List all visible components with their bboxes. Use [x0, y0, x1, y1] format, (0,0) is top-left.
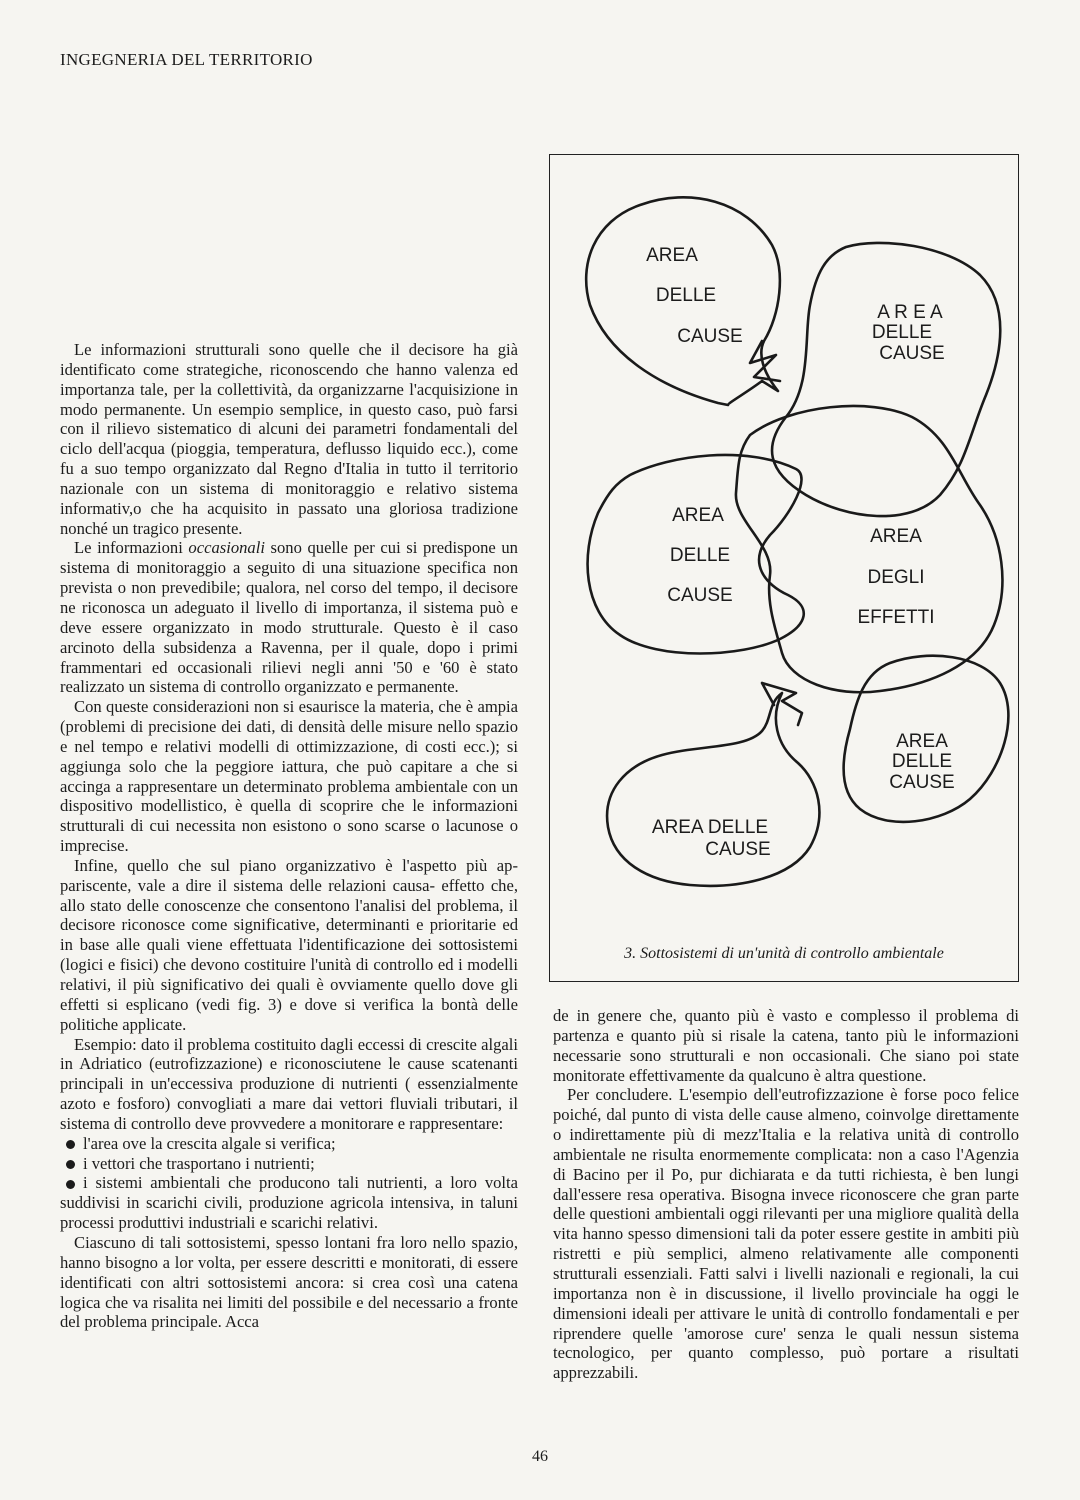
- bullet-text: l'area ove la crescita algale si verifica;: [83, 1133, 336, 1153]
- bullet-item: [60, 1154, 518, 1174]
- label-center-1: AREA: [870, 526, 922, 547]
- bullet-text: i vettori che trasportano i nutrienti;: [83, 1153, 315, 1173]
- bullet-dot-icon: [66, 1160, 75, 1169]
- text-run: sono quelle per cui si predispone un sistema di monitoraggio a seguito di una situazione specifica non prevista o non prevedibile; qualora, nel corso del tempo, il decisore ne riconosca un adeguato il livello di importanza, il sistema può e deve essere organizzato in modo strutturale. Questo è il caso arcinoto della subsidenza a Ravenna, per il quale, dopo i primi frammentari ed occasionali rilievi negli anni '50 e '60 è stato realizzato un sistema di controllo organizzato e permanente.: [60, 538, 518, 697]
- paragraph: Ciascuno di tali sottosistemi, spesso lontani fra loro nello spazio, hanno bisogno a lor volta, per essere descritti e monitorati, di essere identificati con altri sottosistemi ancora: si crea così una catena logica che va risalita nei limiti del possibile e del necessario a fronte del problema principale. Acca: [60, 1232, 518, 1332]
- paragraph: Esempio: dato il problema costituito dagli eccessi di crescite algali in Adriatico (eutrofizzazione) e riconosciutene le cause scatenanti principali in un'eccessiva produzione di nutrienti ( essenzialmente azoto e fosforo) convogliati a mare dai vettori fluviali tributari, il sistema di controllo deve provvedere a monitorare e rappresentare:: [60, 1034, 518, 1133]
- label-center-3: EFFETTI: [857, 607, 935, 628]
- bullet-item: [60, 1134, 518, 1154]
- label-top-left-2: DELLE: [655, 285, 717, 306]
- paragraph: [60, 538, 518, 697]
- paragraph: de in genere che, quanto più è vasto e complesso il problema di partenza e quanto più si risale la catena, tanto più le informazioni necessarie sono strutturali e non occasionali. Che siano poi state monitorate effettivamente da qualcuno è altra questione.: [553, 1006, 1019, 1085]
- label-mid-left-1: AREA: [672, 505, 724, 526]
- label-top-right-3: CAUSE: [879, 343, 945, 364]
- page-number: 46: [532, 1448, 548, 1465]
- label-bottom-left-1: AREA DELLE: [651, 817, 769, 838]
- label-bottom-left-2: CAUSE: [705, 839, 771, 860]
- left-text-column: [60, 340, 518, 1332]
- blob-center-outline: [736, 406, 1002, 692]
- label-top-left-1: AREA: [646, 245, 698, 266]
- bullet-dot-icon: [66, 1180, 75, 1189]
- paragraph: Per concludere. L'esempio dell'eutrofizzazione è forse poco felice poiché, dal punto di vista delle cause almeno, coinvolge direttamente o indirettamente più di mezz'Italia e la relativa unità di controllo ambientale ne risulta enormemente complicata: non a caso l'Agenzia di Bacino per il Po, pur dichiarata e da tutti richiesta, è ben lungi dall'essere resa operativa. Bisogna invece riconoscere che gran parte delle questioni ambientali oggi rilevanti per una migliore qualità della vita hanno spesso dimensioni tali da poter essere gestite in ambiti più ristretti e più semplici, almeno relativamente alle componenti strutturali essenziali. Fatti salvi i livelli nazionali e regionali, la cui importanza non è in discussione, il livello provinciale ha oggi le dimensioni ideali per attivare le unità di controllo fondamentali e per riprendere quelle 'amorose cure' senza le quali nessun sistema tecnologico, per quanto complesso, può portare a risultati apprezzabili.: [553, 1085, 1019, 1383]
- paragraph: Infine, quello che sul piano organizzativo è l'aspetto più appariscente, vale a dire il sistema delle relazioni causa- effetto che, allo stato delle conoscenze che consentono l'analisi del problema, il decisore riconosce come significative, determinanti e prioritarie ed in base alle quali viene effettuata l'identificazione dei sottosistemi (logici e fisici) che devono costituire l'unità di controllo ed i modelli relativi, il più significativo dei quali è ovviamente quello dove gli effetti si esplicano (vedi fig. 3) e dove si verifica la bontà delle politiche applicate.: [60, 855, 518, 1034]
- paragraph: Con queste considerazioni non si esaurisce la materia, che è ampia (problemi di precisione dei dati, di densità delle misure nello spazio e nel tempo e relativi modelli di ottimizzazione, di costi ecc.); si aggiunga solo che la peggiore iattura, che può capitare a che si accinga a rappresentare un determinato problema ambientale con un dispositivo modellistico, è quella di scoprire che le informazioni strutturali di cui necessita non esistono o sono scarse o lacunose o imprecise.: [60, 697, 518, 856]
- bullet-item: [60, 1173, 518, 1233]
- label-top-left-3: CAUSE: [677, 326, 743, 347]
- label-bottom-right-1: AREA: [896, 731, 948, 752]
- label-bottom-right-2: DELLE: [891, 751, 953, 772]
- label-mid-left-3: CAUSE: [667, 585, 733, 606]
- bullet-dot-icon: [66, 1140, 75, 1149]
- figure-frame: [549, 154, 1019, 982]
- running-header: INGEGNERIA DEL TERRITORIO: [60, 50, 313, 69]
- paragraph: Le informazioni strutturali sono quelle che il decisore ha già identificato come strategiche, riconoscendo che hanno valenza ed importanza tale, per la collettività, da organizzarne l'acquisizione in modo permanente. Un esempio semplice, in questo caso, può farsi con il rilievo sistematico di alcuni dei parametri fondamentali del ciclo dell'acqua (pioggia, temperatura, deflusso liquido ecc.), come fu a suo tempo organizzato dal Regno d'Italia in tutto il territorio nazionale con un sistema di monitoraggio e relativo sistema informativ,o che ha acquisito in passato una gloriosa tradizione nonché un tragico presente.: [60, 340, 518, 538]
- blob-top-right-outline: [772, 243, 1000, 516]
- label-top-right-2: DELLE: [871, 322, 933, 343]
- blob-top-left-arrow: [750, 341, 780, 381]
- right-text-column: [553, 1006, 1019, 1383]
- subsystems-diagram: [550, 155, 1020, 983]
- label-top-right-1: A R E A: [877, 302, 943, 323]
- text-run: Le informazioni: [74, 538, 189, 558]
- bullet-text: i sistemi ambientali che producono tali nutrienti, a loro volta suddivisi in scarichi civili, produzione agricola intensiva, in taluni processi produttivi industriali e scarichi relativi.: [60, 1173, 518, 1233]
- figure-caption: 3. Sottosistemi di un'unità di controllo ambientale: [624, 945, 944, 962]
- emphasis-text: occasionali: [188, 538, 265, 558]
- label-mid-left-2: DELLE: [669, 545, 731, 566]
- label-center-2: DEGLI: [867, 567, 925, 588]
- label-bottom-right-3: CAUSE: [889, 772, 955, 793]
